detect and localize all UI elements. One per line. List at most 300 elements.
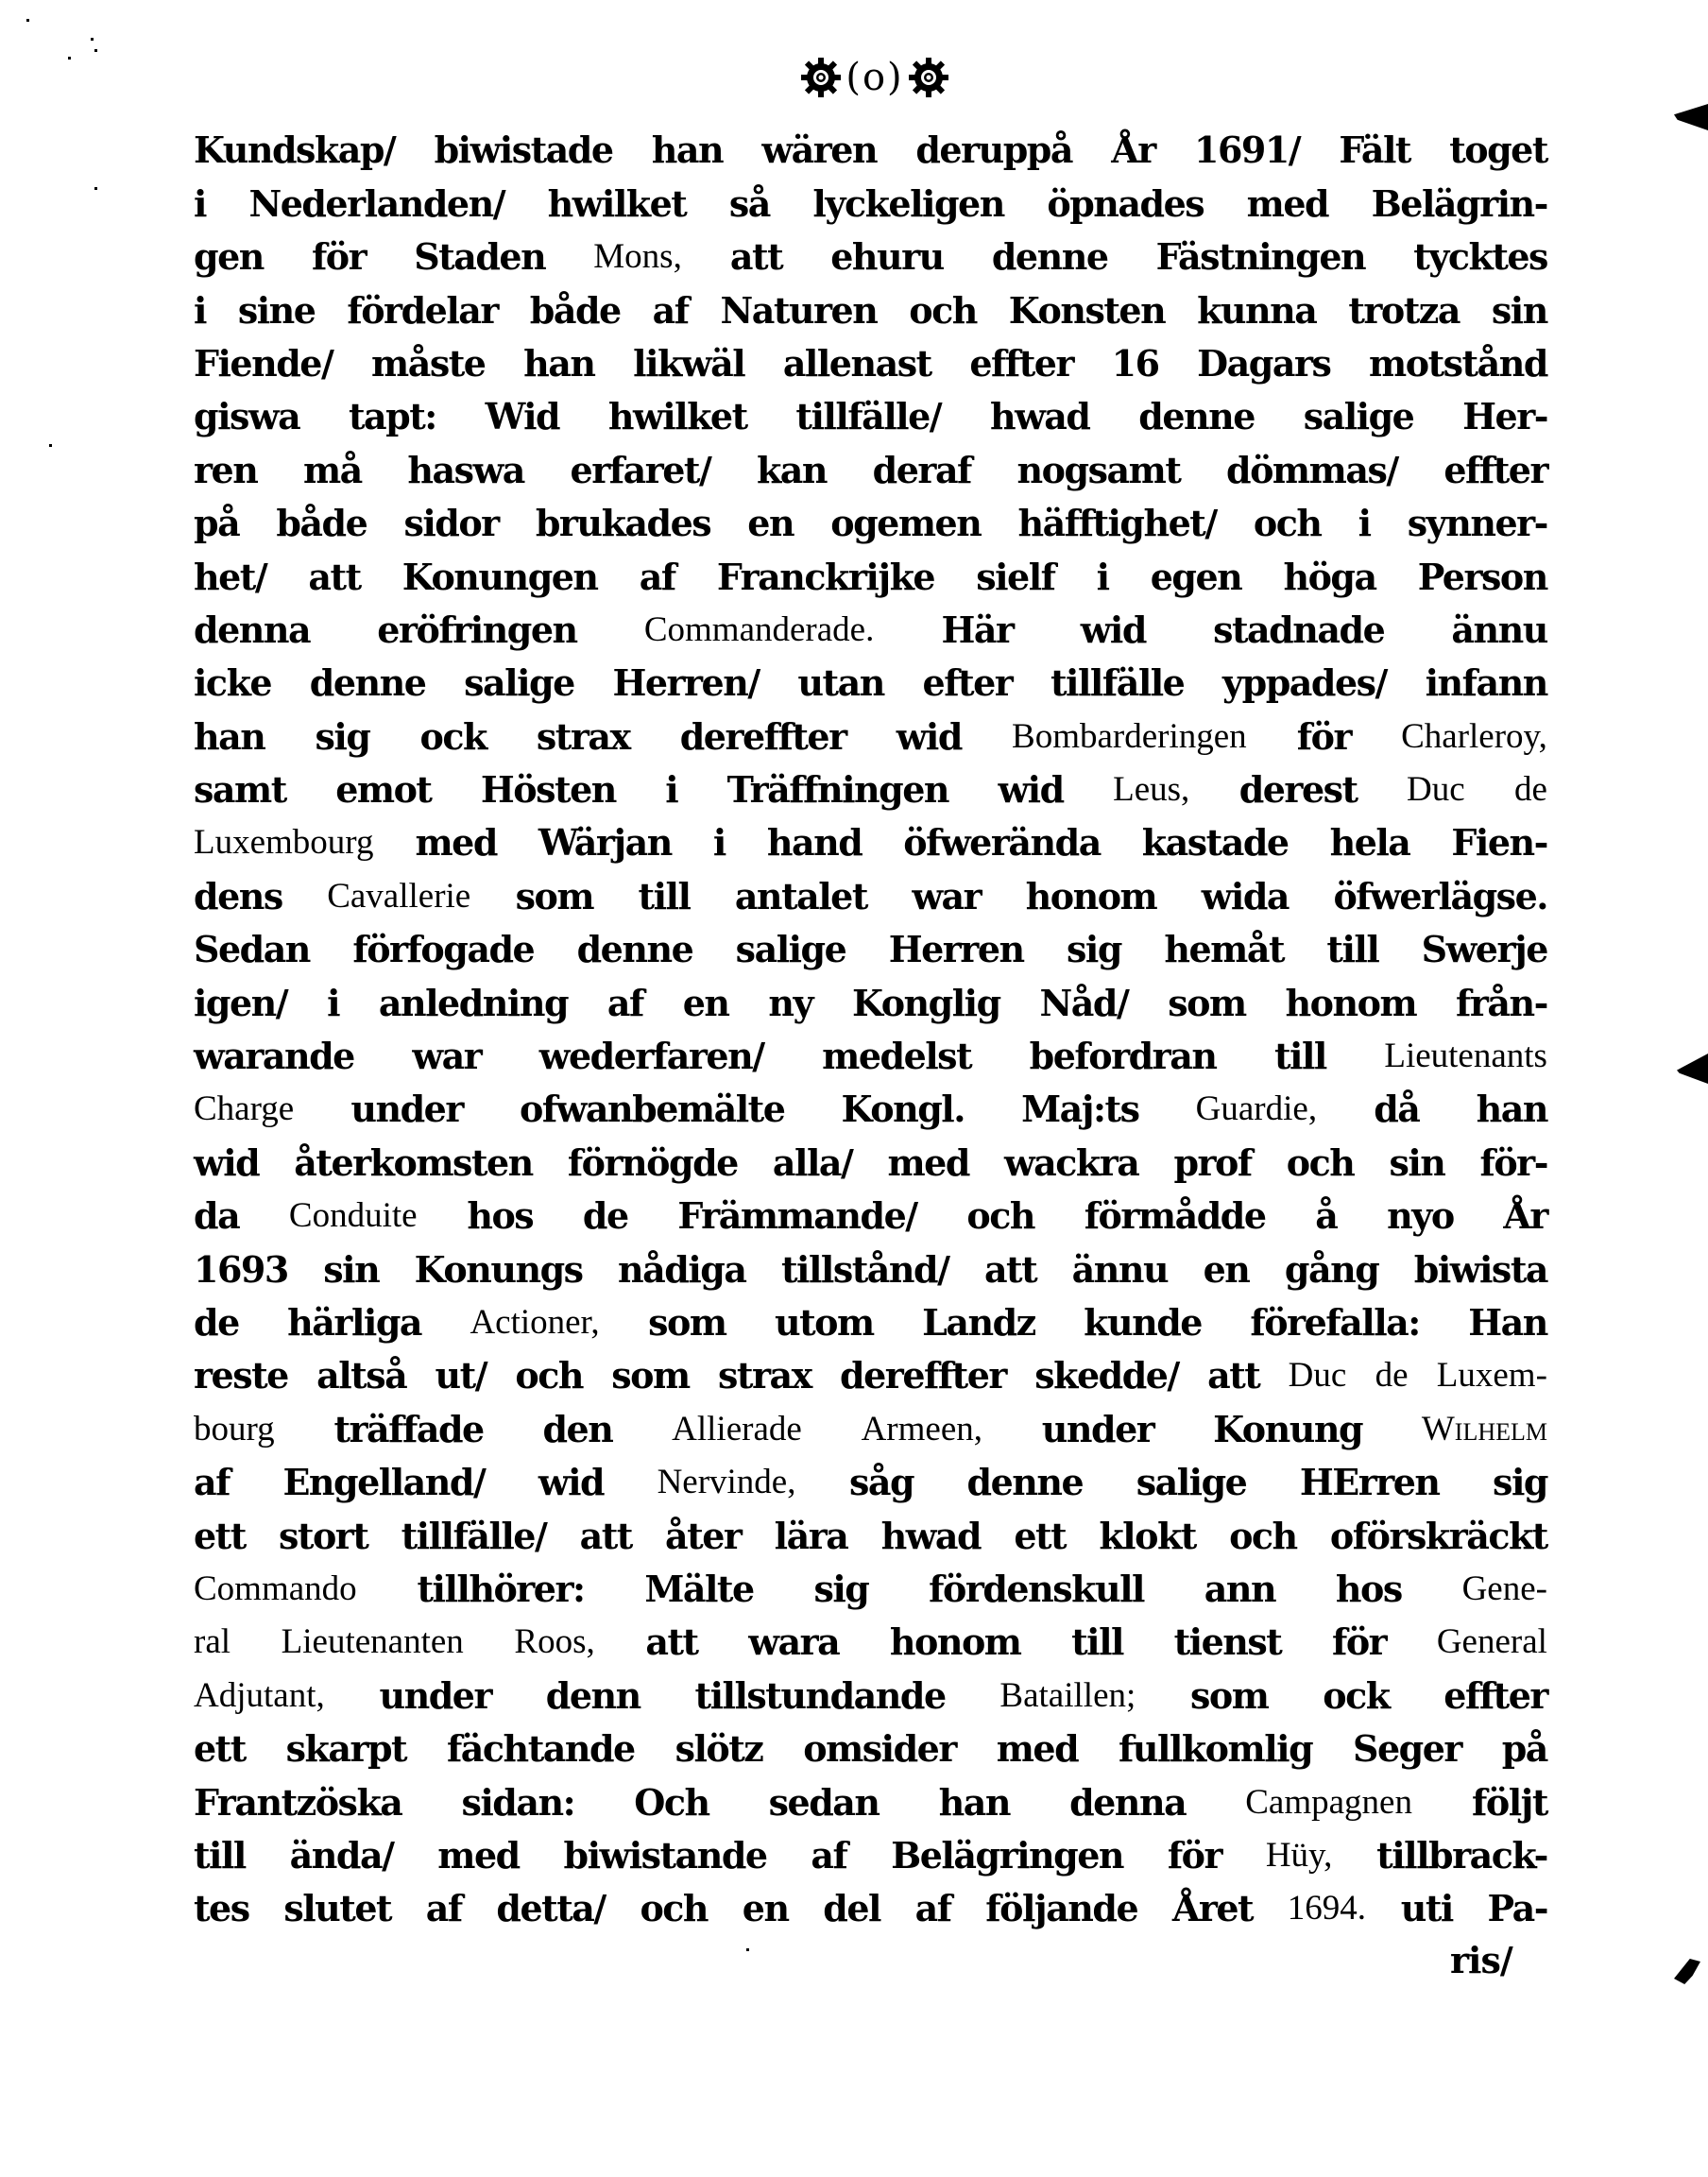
fraktur-word: hela: [1329, 821, 1410, 865]
fraktur-word: Dagars: [1197, 341, 1331, 385]
fraktur-word: med: [1246, 181, 1329, 225]
fraktur-word: till: [194, 1833, 246, 1877]
fraktur-word: biwistade: [434, 129, 613, 172]
fraktur-word: af: [194, 1461, 230, 1504]
antiqua-word: de: [1375, 1356, 1409, 1396]
fraktur-word: synner-: [1407, 502, 1547, 545]
text-line: [194, 1240, 1547, 1293]
fraktur-word: härliga: [287, 1300, 422, 1344]
fraktur-word: slötz: [675, 1727, 763, 1771]
fraktur-word: wederfaren/: [538, 1035, 764, 1078]
fraktur-word: brukades: [535, 502, 711, 545]
fraktur-word: med: [996, 1727, 1079, 1771]
fraktur-word: allenast: [782, 341, 931, 385]
antiqua-word: 1694.: [1287, 1889, 1367, 1928]
antiqua-word: Commanderade.: [643, 609, 875, 649]
fraktur-word: Konung: [1213, 1407, 1363, 1450]
fraktur-word: då: [1374, 1088, 1420, 1131]
fraktur-word: ännu: [1451, 608, 1547, 651]
antiqua-word: Conduite: [288, 1196, 418, 1236]
fraktur-word: af: [811, 1833, 847, 1877]
fraktur-word: i: [712, 821, 726, 865]
fraktur-word: återkomsten: [294, 1140, 533, 1184]
fraktur-word: en: [1203, 1247, 1250, 1291]
fraktur-word: war: [912, 874, 982, 917]
fraktur-word: toget: [1449, 129, 1547, 172]
fraktur-word: fördelar: [347, 288, 498, 332]
antiqua-word: Charge: [194, 1089, 295, 1129]
fraktur-word: denne: [991, 235, 1108, 279]
fraktur-word: ock: [1323, 1673, 1390, 1717]
fraktur-word: wackra: [1003, 1140, 1139, 1184]
fraktur-word: Wid: [485, 395, 560, 438]
fraktur-word: både: [529, 288, 621, 332]
fraktur-word: tillstundande: [694, 1673, 946, 1717]
fraktur-word: Herren/: [612, 661, 760, 705]
fraktur-word: warande: [194, 1035, 354, 1078]
fraktur-word: för: [1331, 1620, 1387, 1664]
fraktur-word: tapt:: [349, 395, 436, 438]
fraktur-word: sin: [1389, 1140, 1445, 1184]
text-line: [194, 1080, 1547, 1133]
fraktur-word: han: [651, 129, 724, 172]
fraktur-word: oförskräckt: [1329, 1514, 1547, 1557]
fraktur-word: detta/: [496, 1887, 606, 1930]
fraktur-word: som: [1190, 1673, 1269, 1717]
antiqua-word: Nervinde,: [657, 1463, 796, 1502]
catchword: ris/: [1450, 1939, 1512, 1981]
fraktur-word: biwistande: [563, 1833, 767, 1877]
fraktur-word: deraf: [872, 448, 971, 491]
text-line: [194, 1399, 1547, 1452]
text-line: [194, 1346, 1547, 1399]
fraktur-word: öfwerlägse.: [1333, 874, 1547, 917]
fraktur-word: ock: [419, 714, 487, 758]
fraktur-word: kunna: [1197, 288, 1317, 332]
fraktur-word: så: [728, 181, 770, 225]
fraktur-word: att: [579, 1514, 632, 1557]
fraktur-word: ann: [1204, 1567, 1276, 1610]
fraktur-word: han: [194, 714, 265, 758]
text-line: [194, 1027, 1547, 1080]
fraktur-word: fördenskull: [929, 1567, 1144, 1610]
fraktur-word: såg: [848, 1461, 914, 1504]
fraktur-word: stadnade: [1213, 608, 1385, 651]
fraktur-word: deruppå: [915, 129, 1073, 172]
antiqua-word: Luxembourg: [194, 823, 374, 863]
text-line: [194, 547, 1547, 600]
fraktur-word: hos: [467, 1194, 534, 1238]
antiqua-word: Commando: [194, 1568, 357, 1608]
fraktur-word: icke: [194, 661, 272, 705]
fraktur-word: wid: [998, 768, 1064, 812]
fraktur-word: Och: [634, 1780, 709, 1824]
fraktur-word: följande: [985, 1887, 1138, 1930]
fraktur-word: haswa: [407, 448, 524, 491]
fraktur-word: Staden: [414, 235, 546, 279]
text-line: [194, 1720, 1547, 1773]
fraktur-word: derest: [1238, 768, 1358, 812]
antiqua-word: Charleroy,: [1401, 716, 1547, 756]
fraktur-word: Kundskap/: [194, 129, 396, 172]
fraktur-word: Konglig: [852, 981, 1000, 1024]
fraktur-word: på: [1501, 1727, 1547, 1771]
fraktur-word: klokt: [1099, 1514, 1196, 1557]
fraktur-word: i: [1096, 555, 1109, 598]
fraktur-word: Engelland/: [282, 1461, 486, 1504]
fraktur-word: att: [729, 235, 783, 279]
fraktur-word: han: [523, 341, 595, 385]
fraktur-word: År: [1503, 1194, 1547, 1238]
fraktur-word: wid: [1080, 608, 1146, 651]
fraktur-word: Fästningen: [1155, 235, 1366, 279]
fraktur-word: stort: [279, 1514, 368, 1557]
fraktur-word: hwilket: [607, 395, 747, 438]
fraktur-word: Landz: [922, 1300, 1035, 1344]
scan-speck: [26, 19, 29, 22]
fraktur-word: å: [1315, 1194, 1338, 1238]
fraktur-word: 1693: [194, 1247, 288, 1291]
antiqua-word: Adjutant,: [194, 1675, 325, 1715]
fraktur-word: en: [682, 981, 729, 1024]
fraktur-word: ny: [768, 981, 813, 1024]
fraktur-word: sidan:: [461, 1780, 575, 1824]
fraktur-word: både: [276, 502, 367, 545]
fraktur-word: Hösten: [480, 768, 616, 812]
fraktur-word: till: [1326, 928, 1379, 971]
text-line: [194, 601, 1547, 654]
fraktur-word: igen/: [194, 981, 288, 1024]
fraktur-word: effter: [969, 341, 1073, 385]
fraktur-word: som: [648, 1300, 726, 1344]
fraktur-word: giswa: [194, 395, 300, 438]
scan-edge-mark: [1674, 1956, 1700, 1984]
fraktur-word: gång: [1284, 1247, 1379, 1291]
fraktur-word: 1691/: [1194, 129, 1301, 172]
fraktur-word: hwad: [880, 1514, 982, 1557]
text-line: [194, 1773, 1547, 1826]
fraktur-word: denna: [194, 608, 311, 651]
fraktur-word: Swerje: [1421, 928, 1547, 971]
text-line: [194, 174, 1547, 227]
scan-speck: [94, 187, 97, 190]
fraktur-word: följt: [1472, 1780, 1547, 1824]
fraktur-word: ut/: [435, 1354, 487, 1397]
antiqua-word: bourg: [194, 1409, 275, 1448]
fraktur-word: sine: [237, 288, 316, 332]
fraktur-word: biwista: [1413, 1247, 1547, 1291]
fraktur-word: eröfringen: [377, 608, 577, 651]
fraktur-word: af: [425, 1887, 462, 1930]
fraktur-word: Belägringen: [891, 1833, 1124, 1877]
fraktur-word: wida: [1201, 874, 1290, 917]
fraktur-word: från-: [1456, 981, 1547, 1024]
page-header: [787, 51, 963, 104]
fraktur-word: Franckrijke: [716, 555, 935, 598]
fraktur-word: honom: [889, 1620, 1021, 1664]
fraktur-word: utom: [774, 1300, 874, 1344]
fraktur-word: hwad: [989, 395, 1090, 438]
fraktur-word: Belägrin-: [1371, 181, 1547, 225]
fraktur-word: ännu: [1071, 1247, 1169, 1291]
text-line: [194, 1826, 1547, 1879]
fraktur-word: dereffter: [679, 714, 846, 758]
fraktur-word: under: [379, 1673, 492, 1717]
scan-speck: [746, 1948, 749, 1951]
fraktur-word: sin: [1491, 288, 1547, 332]
fraktur-word: likwäl: [633, 341, 745, 385]
text-line: [194, 1613, 1547, 1666]
fraktur-word: och: [640, 1887, 709, 1930]
fraktur-word: af: [606, 981, 643, 1024]
text-line: [194, 1879, 1547, 1932]
scan-speck: [49, 444, 52, 447]
fraktur-word: wären: [761, 129, 878, 172]
fraktur-word: sig: [813, 1567, 869, 1610]
fraktur-word: till: [1071, 1620, 1123, 1664]
fraktur-word: tillbrack-: [1376, 1833, 1547, 1877]
fraktur-word: tillstånd/: [780, 1247, 949, 1291]
fraktur-word: den: [542, 1407, 613, 1450]
fraktur-word: effter: [1443, 448, 1547, 491]
fraktur-word: ren: [194, 448, 258, 491]
fraktur-word: dömmas/: [1226, 448, 1398, 491]
fraktur-word: prof: [1173, 1140, 1252, 1184]
fraktur-word: förefalla:: [1250, 1300, 1420, 1344]
fraktur-word: i: [665, 768, 678, 812]
scan-speck: [94, 49, 97, 52]
fraktur-word: war: [412, 1035, 482, 1078]
fraktur-word: utan: [797, 661, 884, 705]
antiqua-word: Roos,: [514, 1622, 595, 1662]
antiqua-word: Lieutenanten: [281, 1622, 464, 1662]
text-line: [194, 334, 1547, 387]
fraktur-word: salige: [735, 928, 846, 971]
fraktur-word: HErren: [1299, 1461, 1440, 1504]
scan-edge-mark: [1677, 1054, 1708, 1084]
fraktur-word: tillhörer:: [417, 1567, 585, 1610]
fraktur-word: Mälte: [644, 1567, 754, 1610]
fraktur-word: Her-: [1462, 395, 1547, 438]
fraktur-word: hand: [766, 821, 863, 865]
fraktur-word: sielf: [976, 555, 1055, 598]
antiqua-word: Lieutenants: [1384, 1037, 1547, 1076]
text-line: [194, 866, 1547, 919]
fraktur-word: nådiga: [618, 1247, 746, 1291]
antiqua-word: Wilhelm: [1421, 1409, 1547, 1448]
body-text: [194, 121, 1547, 1932]
text-line: [194, 654, 1547, 707]
antiqua-word: Campagnen: [1245, 1782, 1412, 1822]
fraktur-word: Konungs: [414, 1247, 583, 1291]
folio-mark: (o): [845, 56, 904, 99]
fraktur-word: omsider: [803, 1727, 956, 1771]
scan-edge-mark: [1674, 104, 1708, 130]
fraktur-word: med: [415, 821, 497, 865]
scan-speck: [91, 38, 94, 41]
fraktur-word: kunde: [1084, 1300, 1202, 1344]
fraktur-word: Herren: [888, 928, 1024, 971]
fraktur-word: denne: [576, 928, 693, 971]
fraktur-word: yppades/: [1222, 661, 1387, 705]
antiqua-word: de: [1514, 770, 1547, 810]
fraktur-word: och: [966, 1194, 1034, 1238]
fraktur-word: under: [350, 1088, 463, 1131]
fraktur-word: tillfälle/: [401, 1514, 547, 1557]
fraktur-word: Naturen: [720, 288, 878, 332]
text-line: [194, 440, 1547, 493]
fraktur-word: befordran: [1029, 1035, 1217, 1078]
fraktur-word: Kongl.: [841, 1088, 965, 1131]
text-line: [194, 1666, 1547, 1719]
fraktur-word: och: [909, 288, 977, 332]
fraktur-word: samt: [194, 768, 286, 812]
fraktur-word: sig: [1067, 928, 1121, 971]
fraktur-word: han: [1476, 1088, 1547, 1131]
text-line: [194, 1294, 1547, 1346]
fraktur-word: slutet: [283, 1887, 392, 1930]
fraktur-word: honom: [1025, 874, 1157, 917]
fraktur-word: hwilket: [547, 181, 687, 225]
fraktur-word: salige: [464, 661, 574, 705]
fraktur-word: och: [1229, 1514, 1297, 1557]
scan-speck: [68, 57, 71, 60]
fraktur-word: skedde/: [1034, 1354, 1179, 1397]
fraktur-word: öfwerända: [903, 821, 1101, 865]
fraktur-word: efter: [922, 661, 1013, 705]
fraktur-word: altså: [316, 1354, 407, 1397]
fraktur-word: gen: [194, 235, 264, 279]
fraktur-word: antalet: [734, 874, 867, 917]
antiqua-word: Gene-: [1461, 1568, 1547, 1608]
antiqua-word: Allierade: [672, 1409, 802, 1448]
antiqua-word: Leus,: [1113, 770, 1190, 810]
fraktur-word: Fien-: [1451, 821, 1547, 865]
antiqua-word: Guardie,: [1195, 1089, 1318, 1129]
fraktur-word: sin: [323, 1247, 380, 1291]
fraktur-word: som: [1168, 981, 1246, 1024]
fraktur-word: tes: [194, 1887, 249, 1930]
fraktur-word: en: [742, 1887, 789, 1930]
fraktur-word: till: [1273, 1035, 1326, 1078]
text-line: [194, 761, 1547, 814]
fraktur-word: Konungen: [401, 555, 598, 598]
fraktur-word: tillfälle: [1050, 661, 1185, 705]
fraktur-word: strax: [718, 1354, 811, 1397]
fraktur-word: nyo: [1387, 1194, 1454, 1238]
fraktur-word: må: [302, 448, 362, 491]
fraktur-word: denne: [309, 661, 426, 705]
fraktur-word: sedan: [768, 1780, 880, 1824]
fraktur-word: uti: [1400, 1887, 1453, 1930]
fraktur-word: på: [194, 502, 240, 545]
antiqua-word: Bataillen;: [999, 1675, 1136, 1715]
fraktur-word: och: [515, 1354, 583, 1397]
fraktur-word: erfaret/: [570, 448, 711, 491]
fraktur-word: Sedan: [194, 928, 310, 971]
fraktur-word: Träffningen: [726, 768, 949, 812]
right-gear-ornament-icon: [908, 57, 949, 98]
antiqua-word: Duc: [1288, 1356, 1347, 1396]
antiqua-word: ral: [194, 1622, 231, 1662]
text-line: [194, 1187, 1547, 1240]
fraktur-word: hos: [1335, 1567, 1402, 1610]
fraktur-word: i: [327, 981, 339, 1024]
fraktur-word: salige: [1136, 1461, 1247, 1504]
fraktur-word: reste: [194, 1354, 288, 1397]
fraktur-word: lyckeligen: [812, 181, 1004, 225]
fraktur-word: Pa-: [1487, 1887, 1547, 1930]
fraktur-word: sig: [315, 714, 370, 758]
fraktur-word: Fiende/: [194, 341, 333, 385]
fraktur-word: träffade: [333, 1407, 484, 1450]
fraktur-word: att: [308, 555, 361, 598]
fraktur-word: Maj:ts: [1021, 1088, 1139, 1131]
text-line: [194, 1453, 1547, 1506]
fraktur-word: i: [194, 288, 206, 332]
fraktur-word: medelst: [822, 1035, 972, 1078]
fraktur-word: Wärjan: [538, 821, 672, 865]
fraktur-word: infann: [1425, 661, 1547, 705]
antiqua-word: Cavallerie: [327, 876, 471, 916]
fraktur-word: emot: [335, 768, 432, 812]
text-line: [194, 121, 1547, 174]
fraktur-word: måste: [371, 341, 486, 385]
fraktur-word: denn: [545, 1673, 640, 1717]
fraktur-word: för: [1296, 714, 1351, 758]
antiqua-word: Actioner,: [470, 1302, 600, 1342]
fraktur-word: för: [1167, 1833, 1222, 1877]
text-line: [194, 281, 1547, 334]
fraktur-word: som: [611, 1354, 690, 1397]
fraktur-word: i: [194, 181, 206, 225]
fraktur-word: Främmande/: [677, 1194, 917, 1238]
fraktur-word: Nåd/: [1039, 981, 1129, 1024]
fraktur-word: wid: [194, 1140, 260, 1184]
fraktur-word: med: [887, 1140, 969, 1184]
fraktur-word: öpnades: [1047, 181, 1204, 225]
fraktur-word: i: [1358, 502, 1371, 545]
fraktur-word: kastade: [1141, 821, 1289, 865]
fraktur-word: tycktes: [1413, 235, 1547, 279]
text-line: [194, 494, 1547, 547]
fraktur-word: Nederlanden/: [248, 181, 505, 225]
fraktur-word: ett: [194, 1727, 246, 1771]
fraktur-word: till: [638, 874, 691, 917]
fraktur-word: med: [437, 1833, 520, 1877]
fraktur-word: anledning: [378, 981, 569, 1024]
text-line: [194, 707, 1547, 760]
fraktur-word: och: [1253, 502, 1322, 545]
fraktur-word: af: [914, 1887, 951, 1930]
fraktur-word: wara: [748, 1620, 840, 1664]
fraktur-word: ett: [1014, 1514, 1067, 1557]
fraktur-word: het/: [194, 555, 267, 598]
text-line: [194, 1506, 1547, 1559]
fraktur-word: han: [938, 1780, 1010, 1824]
fraktur-word: häfftighet/: [1017, 502, 1217, 545]
text-line: [194, 814, 1547, 866]
fraktur-word: wid: [538, 1461, 605, 1504]
fraktur-word: en: [747, 502, 794, 545]
fraktur-word: effter: [1443, 1673, 1547, 1717]
fraktur-word: strax: [536, 714, 630, 758]
fraktur-word: wid: [896, 714, 962, 758]
fraktur-word: alla/: [772, 1140, 853, 1184]
fraktur-word: ogemen: [830, 502, 982, 545]
fraktur-word: att: [645, 1620, 698, 1664]
fraktur-word: de: [582, 1194, 628, 1238]
